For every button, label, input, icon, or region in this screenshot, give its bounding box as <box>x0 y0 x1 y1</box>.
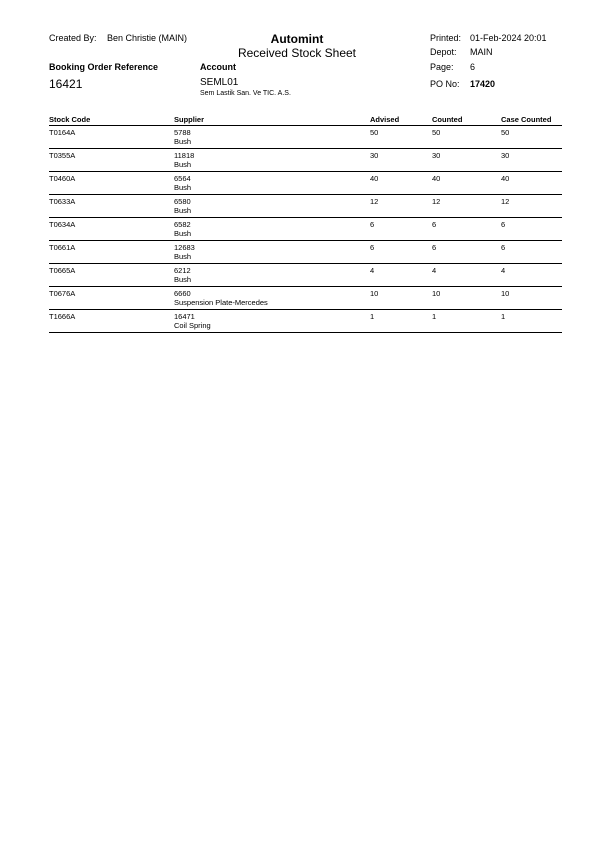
supplier-cell <box>174 172 370 195</box>
po-value: 17420 <box>470 79 496 89</box>
item-description: Bush <box>174 160 192 169</box>
item-description: Suspension Plate-Mercedes <box>174 298 268 307</box>
counted-cell: 1 <box>432 310 501 333</box>
supplier-code: 6582 <box>174 220 191 229</box>
counted-cell: 40 <box>432 172 501 195</box>
supplier-cell <box>174 264 370 287</box>
stock-code-cell: T0355A <box>49 149 174 172</box>
page-number: 6 <box>470 62 476 72</box>
supplier-code: 6660 <box>174 289 191 298</box>
po-label: PO No: <box>430 79 460 89</box>
account-name: Sem Lastik San. Ve TIC. A.S. <box>200 90 291 97</box>
created-by-value: Ben Christie (MAIN) <box>107 33 188 43</box>
advised-cell: 12 <box>370 195 432 218</box>
column-header-stock-code: Stock Code <box>49 113 174 126</box>
supplier-cell <box>174 126 370 149</box>
advised-cell: 6 <box>370 241 432 264</box>
advised-cell: 10 <box>370 287 432 310</box>
case-counted-cell: 6 <box>501 218 562 241</box>
table-header-row <box>49 113 562 126</box>
stock-table <box>49 113 562 333</box>
item-description: Bush <box>174 229 192 238</box>
printed-value: 01-Feb-2024 20:01 <box>470 33 547 43</box>
table-row <box>49 241 562 264</box>
case-counted-cell: 6 <box>501 241 562 264</box>
item-description: Bush <box>174 206 192 215</box>
item-description: Bush <box>174 275 192 284</box>
stock-code-cell: T1666A <box>49 310 174 333</box>
booking-ref-value: 16421 <box>49 77 83 91</box>
stock-code-cell: T0661A <box>49 241 174 264</box>
supplier-cell <box>174 195 370 218</box>
case-counted-cell: 50 <box>501 126 562 149</box>
company-name: Automint <box>270 32 324 46</box>
counted-cell: 12 <box>432 195 501 218</box>
case-counted-cell: 4 <box>501 264 562 287</box>
counted-cell: 10 <box>432 287 501 310</box>
table-row <box>49 126 562 149</box>
item-description: Bush <box>174 252 192 261</box>
supplier-code: 12683 <box>174 243 195 252</box>
counted-cell: 50 <box>432 126 501 149</box>
stock-code-cell: T0676A <box>49 287 174 310</box>
supplier-code: 11818 <box>174 151 195 160</box>
item-description: Bush <box>174 137 192 146</box>
item-description: Coil Spring <box>174 321 211 330</box>
stock-code-cell: T0164A <box>49 126 174 149</box>
table-row <box>49 264 562 287</box>
printed-label: Printed: <box>430 33 462 43</box>
case-counted-cell: 12 <box>501 195 562 218</box>
table-row <box>49 149 562 172</box>
supplier-cell <box>174 241 370 264</box>
stock-code-cell: T0633A <box>49 195 174 218</box>
counted-cell: 6 <box>432 218 501 241</box>
case-counted-cell: 30 <box>501 149 562 172</box>
page-title: Received Stock Sheet <box>237 46 357 60</box>
case-counted-cell: 10 <box>501 287 562 310</box>
advised-cell: 30 <box>370 149 432 172</box>
created-by-label: Created By: <box>49 33 97 43</box>
counted-cell: 4 <box>432 264 501 287</box>
supplier-code: 6564 <box>174 174 191 183</box>
column-header-case-counted: Case Counted <box>501 113 562 126</box>
booking-ref-label: Booking Order Reference <box>49 62 159 72</box>
advised-cell: 40 <box>370 172 432 195</box>
stock-code-cell: T0665A <box>49 264 174 287</box>
column-header-counted: Counted <box>432 113 501 126</box>
account-code: SEML01 <box>200 77 239 88</box>
supplier-cell <box>174 149 370 172</box>
advised-cell: 50 <box>370 126 432 149</box>
supplier-code: 6580 <box>174 197 191 206</box>
advised-cell: 6 <box>370 218 432 241</box>
counted-cell: 6 <box>432 241 501 264</box>
stock-code-cell: T0634A <box>49 218 174 241</box>
supplier-cell <box>174 218 370 241</box>
counted-cell: 30 <box>432 149 501 172</box>
table-row <box>49 218 562 241</box>
table-row <box>49 195 562 218</box>
page-label: Page: <box>430 62 454 72</box>
account-label: Account <box>200 62 236 72</box>
supplier-cell <box>174 310 370 333</box>
advised-cell: 4 <box>370 264 432 287</box>
supplier-cell <box>174 287 370 310</box>
stock-code-cell: T0460A <box>49 172 174 195</box>
case-counted-cell: 40 <box>501 172 562 195</box>
supplier-code: 6212 <box>174 266 191 275</box>
column-header-advised: Advised <box>370 113 432 126</box>
advised-cell: 1 <box>370 310 432 333</box>
table-row <box>49 287 562 310</box>
table-row <box>49 310 562 333</box>
column-header-supplier: Supplier <box>174 113 370 126</box>
table-row <box>49 172 562 195</box>
item-description: Bush <box>174 183 192 192</box>
depot-label: Depot: <box>430 47 457 57</box>
supplier-code: 5788 <box>174 128 191 137</box>
case-counted-cell: 1 <box>501 310 562 333</box>
supplier-code: 16471 <box>174 312 195 321</box>
depot-value: MAIN <box>470 47 493 57</box>
